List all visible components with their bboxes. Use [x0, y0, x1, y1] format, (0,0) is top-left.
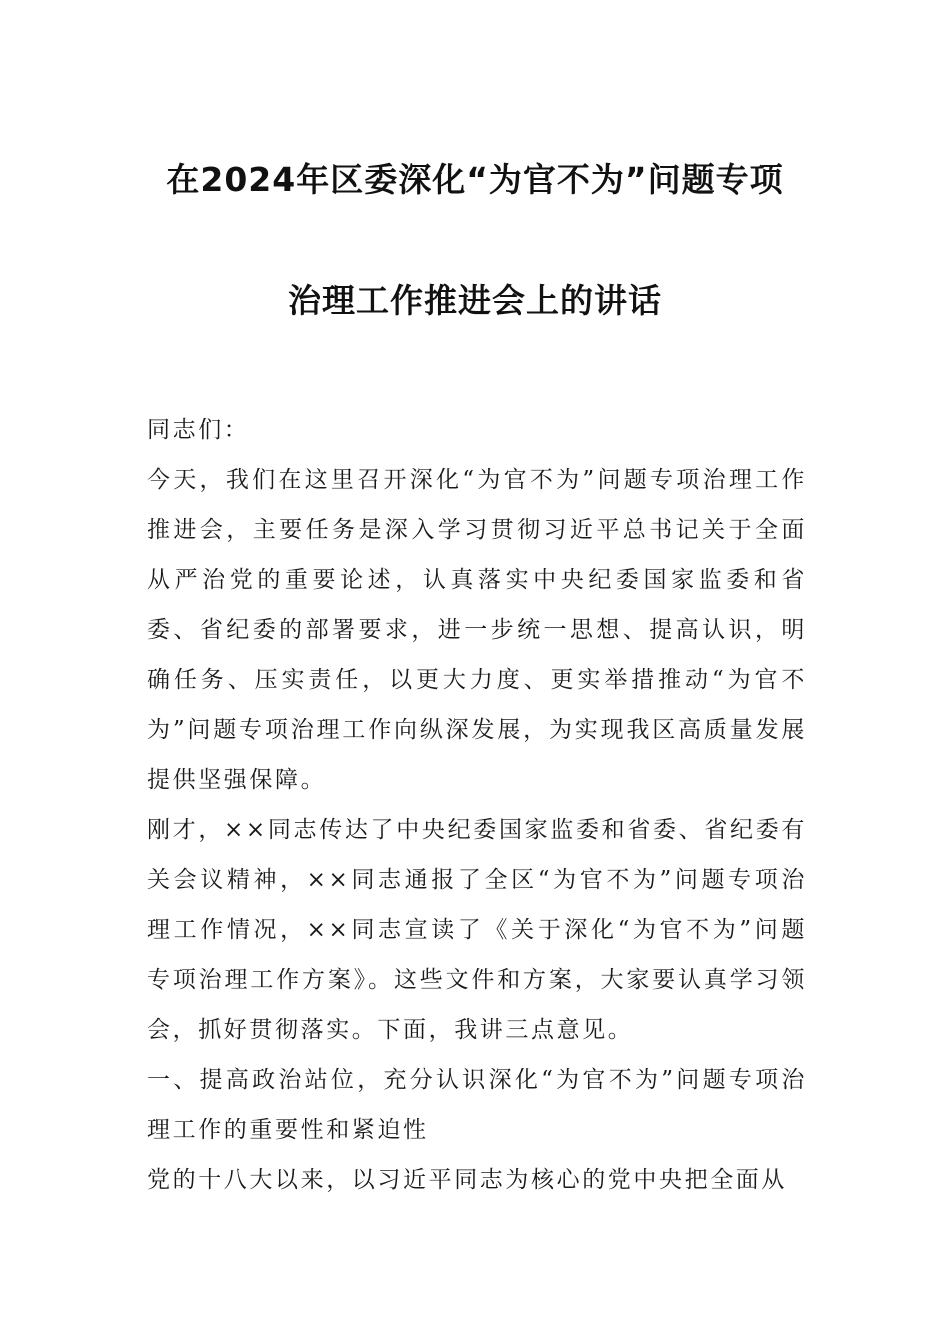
paragraph-opening: 今天，我们在这里召开深化“为官不为”问题专项治理工作推进会，主要任务是深入学习贯彻习近平总书记关于全面从严治党的重要论述，认真落实中央纪委国家监委和省委、省纪委的部署要求，进一步统一思想、提高认识，明确任务、压实责任，以更大力度、更实举措推动“为官不为”问题专项治理工作向纵深发展，为实现我区高质量发展提供坚强保障。: [147, 467, 807, 793]
section-heading-1: 一、提高政治站位，充分认识深化“为官不为”问题专项治理工作的重要性和紧迫性: [147, 1067, 807, 1143]
paragraph-section-1-start: 党的十八大以来，以习近平同志为核心的党中央把全面从: [147, 1167, 787, 1193]
paragraph-briefing: 刚才，××同志传达了中央纪委国家监委和省委、省纪委有关会议精神，××同志通报了全区“为官不为”问题专项治理工作情况，××同志宣读了《关于深化“为官不为”问题专项治理工作方案》。这些文件和方案，大家要认真学习领会，抓好贯彻落实。下面，我讲三点意见。: [147, 817, 807, 1043]
document-title-line-2: 治理工作推进会上的讲话: [288, 281, 662, 320]
salutation: 同志们：: [147, 417, 250, 443]
document-body: [147, 405, 807, 1205]
document-title-line-1: 在2024年区委深化“为官不为”问题专项: [166, 160, 784, 199]
